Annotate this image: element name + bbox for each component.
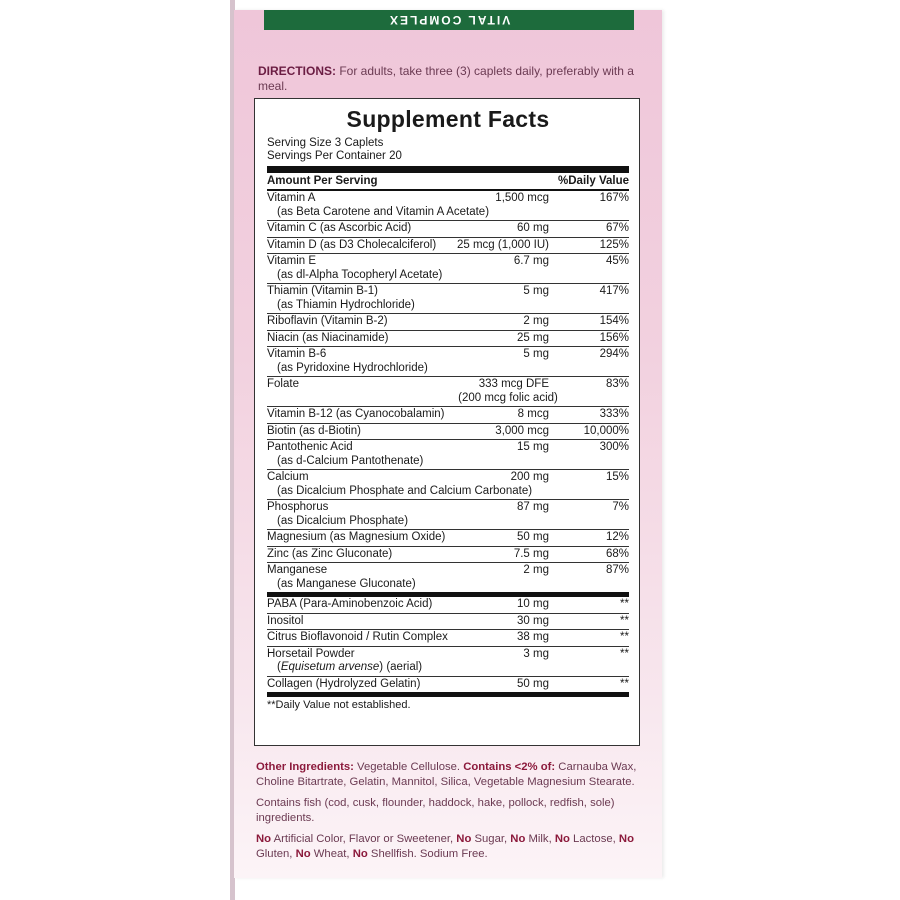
nutrient-name: Zinc (as Zinc Gluconate) <box>267 547 393 560</box>
directions-label: DIRECTIONS: <box>258 64 336 78</box>
nutrient-name: Vitamin E <box>267 255 317 267</box>
nutrient-row <box>267 500 629 530</box>
nutrient-daily-value: 417% <box>599 285 629 297</box>
no-keyword: No <box>295 848 311 860</box>
nutrient-amount: 3 mg <box>523 647 549 660</box>
nutrient-source: (as d-Calcium Pantothenate) <box>277 454 424 467</box>
nutrient-amount: 25 mcg (1,000 IU) <box>456 238 549 251</box>
nutrient-source: (as Dicalcium Phosphate and Calcium Carbonate) <box>277 484 533 497</box>
nutrient-daily-value: 67% <box>605 222 629 234</box>
nutrient-name: Collagen (Hydrolyzed Gelatin) <box>267 677 421 690</box>
free-from-item: Lactose, <box>569 833 619 845</box>
nutrient-source: (as Pyridoxine Hydrochloride) <box>277 361 428 374</box>
nutrient-amount: 25 mg <box>517 331 549 344</box>
nutrient-name: Phosphorus <box>267 501 329 513</box>
other-ingredients-label: Other Ingredients: <box>256 761 354 773</box>
nutrient-name: Vitamin B-6 <box>267 348 327 360</box>
nutrient-daily-value: 294% <box>599 348 629 360</box>
nutrient-name: Biotin (as d-Biotin) <box>267 424 361 437</box>
nutrient-amount: 8 mcg <box>517 408 549 420</box>
free-from-item: Wheat, <box>310 848 353 860</box>
nutrient-row <box>267 347 629 377</box>
thick-divider <box>267 166 629 173</box>
nutrient-amount: 200 mg <box>510 471 549 483</box>
nutrient-row <box>267 563 629 597</box>
free-from-item: Artificial Color, Flavor or Sweetener, <box>271 833 457 845</box>
nutrient-amount: 6.7 mg <box>513 255 549 267</box>
fish-allergen-statement: Contains fish (cod, cusk, flounder, haddock, hake, pollock, redfish, sole) ingredients. <box>256 797 615 824</box>
nutrient-row <box>267 630 629 647</box>
nutrient-daily-value: ** <box>620 598 629 610</box>
supplement-facts-panel <box>254 98 640 746</box>
other-ingredients: Other Ingredients: Vegetable Cellulose. Contains <2% of: Carnauba Wax, Choline Bitartrate, Gelatin, Mannitol, Silica, Vegetable Magnesium Stearate. <box>256 761 637 788</box>
nutrient-daily-value: ** <box>620 647 629 660</box>
nutrient-source: (as dl-Alpha Tocopheryl Acetate) <box>277 268 443 281</box>
nutrient-row <box>267 284 629 314</box>
directions-text: For adults, take three (3) caplets daily, preferably with a meal. <box>258 64 634 93</box>
free-from-item: Sugar, <box>471 833 511 845</box>
nutrient-row <box>267 470 629 500</box>
nutrient-daily-value: 167% <box>599 192 629 204</box>
nutrient-row <box>267 221 629 238</box>
nutrient-row <box>267 407 629 424</box>
nutrient-rows <box>267 191 629 597</box>
nutrient-amount: 87 mg <box>517 501 549 513</box>
nutrient-name: Vitamin D (as D3 Cholecalciferol) <box>267 238 437 251</box>
no-keyword: No <box>554 833 570 845</box>
nutrient-amount: 38 mg <box>517 631 549 643</box>
nutrient-row <box>267 440 629 470</box>
nutrient-amount: 60 mg <box>517 222 549 234</box>
nutrient-name: Horsetail Powder <box>267 647 355 660</box>
nutrient-amount: 15 mg <box>517 441 549 453</box>
panel-title: Supplement Facts <box>346 106 550 132</box>
footnote: **Daily Value not established. <box>267 699 411 711</box>
nutrient-source: (as Dicalcium Phosphate) <box>277 514 409 527</box>
nutrient-daily-value: ** <box>620 677 629 690</box>
nutrient-name: Vitamin B-12 (as Cyanocobalamin) <box>267 408 445 420</box>
nutrient-daily-value: 154% <box>599 315 629 327</box>
nutrient-amount: 2 mg <box>523 315 549 327</box>
nutrient-source: (as Thiamin Hydrochloride) <box>277 298 415 311</box>
contains-label: Contains <2% of: <box>463 761 556 773</box>
latin-name: Equisetum arvense <box>280 661 380 673</box>
nutrient-row <box>267 647 629 677</box>
directions <box>258 64 638 94</box>
nutrient-row <box>267 424 629 441</box>
column-header <box>267 173 629 191</box>
nutrient-daily-value: 68% <box>605 547 629 560</box>
nutrient-amount: 2 mg <box>523 564 549 576</box>
nutrient-daily-value: 300% <box>599 441 629 453</box>
nutrient-row <box>267 377 629 407</box>
nutrient-daily-value: 87% <box>605 564 629 576</box>
nutrient-amount: 3,000 mcg <box>495 424 549 437</box>
nutrient-row <box>267 547 629 564</box>
nutrient-name: Pantothenic Acid <box>267 441 353 453</box>
nutrient-daily-value: 10,000% <box>583 424 629 437</box>
no-keyword: No <box>352 848 368 860</box>
nutrient-daily-value: 12% <box>605 531 629 543</box>
nutrient-source: (Equisetum arvense) (aerial) <box>277 661 423 673</box>
nutrient-row <box>267 191 629 221</box>
nutrient-daily-value: 125% <box>599 238 629 251</box>
nutrient-name: Magnesium (as Magnesium Oxide) <box>267 531 446 543</box>
free-from-item: Milk, <box>525 833 555 845</box>
nutrient-name: Inositol <box>267 614 304 627</box>
nutrient-name: Folate <box>267 378 299 390</box>
nutrient-source: (as Manganese Gluconate) <box>277 577 416 590</box>
nutrient-daily-value: 83% <box>605 378 629 390</box>
nutrient-row <box>267 530 629 547</box>
nutrient-daily-value: 156% <box>599 331 629 344</box>
nutrient-name: Manganese <box>267 564 328 576</box>
nutrient-row <box>267 614 629 631</box>
nutrient-row <box>267 677 629 698</box>
nutrient-daily-value: 7% <box>612 501 629 513</box>
no-keyword: No <box>618 833 634 845</box>
plant-part: (aerial) <box>383 661 423 673</box>
nutrient-amount: 30 mg <box>517 614 549 627</box>
nutrient-amount: 5 mg <box>523 285 549 297</box>
nutrient-amount: 333 mcg DFE <box>478 378 549 390</box>
free-from-item: Gluten, <box>256 848 296 860</box>
nutrient-amount: 50 mg <box>517 531 549 543</box>
nutrient-daily-value: 15% <box>605 471 629 483</box>
nutrient-name: Vitamin A <box>267 192 316 204</box>
col-amount-per-serving: Amount Per Serving <box>267 175 378 187</box>
nutrient-row <box>267 331 629 348</box>
nutrient-daily-value: 333% <box>599 408 629 420</box>
nutrient-name: Calcium <box>267 471 309 483</box>
col-daily-value: %Daily Value <box>558 175 629 187</box>
nutrient-name: Thiamin (Vitamin B-1) <box>267 285 378 297</box>
nutrient-name: PABA (Para-Aminobenzoic Acid) <box>267 598 433 610</box>
nutrient-daily-value: ** <box>620 631 629 643</box>
nutrient-source: (200 mcg folic acid) <box>458 391 558 404</box>
free-from-item: Shellfish. Sodium Free. <box>367 848 488 860</box>
nutrient-daily-value: ** <box>620 614 629 627</box>
no-keyword: No <box>510 833 526 845</box>
nutrient-name: Riboflavin (Vitamin B-2) <box>267 315 388 327</box>
free-from-statement <box>256 832 646 862</box>
nutrient-source: (as Beta Carotene and Vitamin A Acetate) <box>277 205 490 218</box>
nutrient-row <box>267 238 629 255</box>
nutrient-name: Vitamin C (as Ascorbic Acid) <box>267 222 412 234</box>
servings-per-container: Servings Per Container 20 <box>267 150 402 162</box>
nutrient-row <box>267 597 629 614</box>
nutrient-amount: 50 mg <box>517 677 549 690</box>
top-label-strip: VITAL COMPLEX <box>264 10 634 30</box>
nutrient-daily-value: 45% <box>605 255 629 267</box>
serving-size: Serving Size 3 Caplets <box>267 137 384 149</box>
nutrient-name: Citrus Bioflavonoid / Rutin Complex <box>267 631 448 643</box>
nutrient-amount: 10 mg <box>517 598 549 610</box>
nutrient-name: Niacin (as Niacinamide) <box>267 331 389 344</box>
nutrient-row <box>267 314 629 331</box>
no-keyword: No <box>456 833 472 845</box>
no-keyword: No <box>256 833 272 845</box>
nutrient-amount: 5 mg <box>523 348 549 360</box>
other-ingredients-section <box>256 760 646 868</box>
nutrient-amount: 1,500 mcg <box>495 192 549 204</box>
nutrient-row <box>267 254 629 284</box>
other-ingredient-rows <box>267 597 629 697</box>
nutrient-amount: 7.5 mg <box>513 547 549 560</box>
product-box-back <box>234 10 662 878</box>
